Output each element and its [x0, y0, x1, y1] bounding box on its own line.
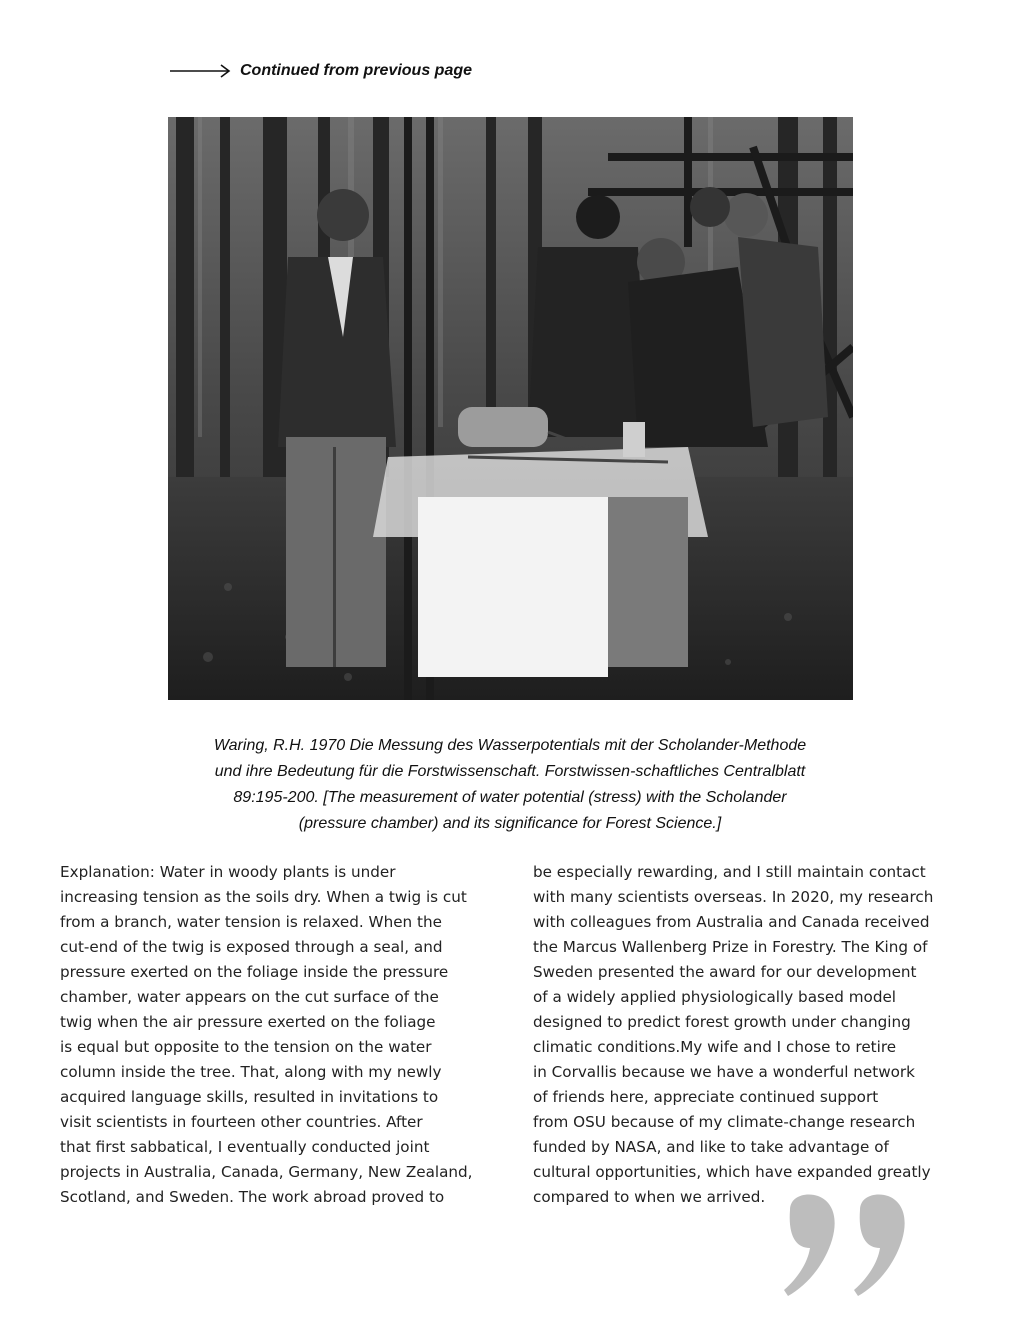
body-line: visit scientists in fourteen other countries. After	[60, 1113, 423, 1131]
body-line: Sweden presented the award for our development	[533, 963, 917, 981]
body-line: be especially rewarding, and I still maintain contact	[533, 863, 926, 881]
caption-line: (pressure chamber) and its significance for Forest Science.]	[298, 815, 722, 832]
body-line: column inside the tree. That, along with my newly	[60, 1063, 442, 1081]
body-line: cultural opportunities, which have expanded greatly	[533, 1163, 931, 1181]
continued-label: Continued from previous page	[240, 62, 473, 79]
photograph	[168, 117, 853, 700]
closing-quote-icon	[780, 1192, 920, 1300]
continued-header	[170, 62, 472, 80]
body-line: increasing tension as the soils dry. When a twig is cut	[60, 888, 467, 906]
photo-caption	[160, 733, 860, 837]
body-line: the Marcus Wallenberg Prize in Forestry. The King of	[533, 938, 928, 956]
body-line: Scotland, and Sweden. The work abroad proved to	[60, 1188, 445, 1206]
body-line: compared to when we arrived.	[533, 1188, 766, 1206]
body-line: climatic conditions.My wife and I chose to retire	[533, 1038, 897, 1056]
body-line: from a branch, water tension is relaxed. When the	[60, 913, 442, 931]
body-line: cut-end of the twig is exposed through a seal, and	[60, 938, 443, 956]
body-line: is equal but opposite to the tension on the water	[60, 1038, 432, 1056]
body-line: with many scientists overseas. In 2020, my research	[533, 888, 934, 906]
body-right-column	[533, 860, 953, 1210]
body-line: of a widely applied physiologically based model	[533, 988, 897, 1006]
caption-line: und ihre Bedeutung für die Forstwissenschaft. Forstwissen-schaftliches Centralblatt	[214, 763, 806, 780]
body-line: Explanation: Water in woody plants is under	[60, 863, 396, 881]
body-line: of friends here, appreciate continued support	[533, 1088, 879, 1106]
body-left-column	[60, 860, 480, 1210]
body-line: projects in Australia, Canada, Germany, New Zealand,	[60, 1163, 473, 1181]
body-line: pressure exerted on the foliage inside the pressure	[60, 963, 449, 981]
body-line: designed to predict forest growth under changing	[533, 1013, 911, 1031]
body-line: funded by NASA, and like to take advantage of	[533, 1138, 889, 1156]
body-line: acquired language skills, resulted in invitations to	[60, 1088, 439, 1106]
body-line: twig when the air pressure exerted on the foliage	[60, 1013, 436, 1031]
right-arrow-icon	[170, 63, 232, 79]
body-line: with colleagues from Australia and Canada received	[533, 913, 930, 931]
body-line: chamber, water appears on the cut surface of the	[60, 988, 439, 1006]
caption-line: 89:195-200. [The measurement of water potential (stress) with the Scholander	[233, 789, 787, 806]
body-line: in Corvallis because we have a wonderful network	[533, 1063, 915, 1081]
body-line: that first sabbatical, I eventually conducted joint	[60, 1138, 430, 1156]
caption-line: Waring, R.H. 1970 Die Messung des Wasserpotentials mit der Scholander-Methode	[213, 737, 807, 754]
body-line: from OSU because of my climate-change research	[533, 1113, 916, 1131]
